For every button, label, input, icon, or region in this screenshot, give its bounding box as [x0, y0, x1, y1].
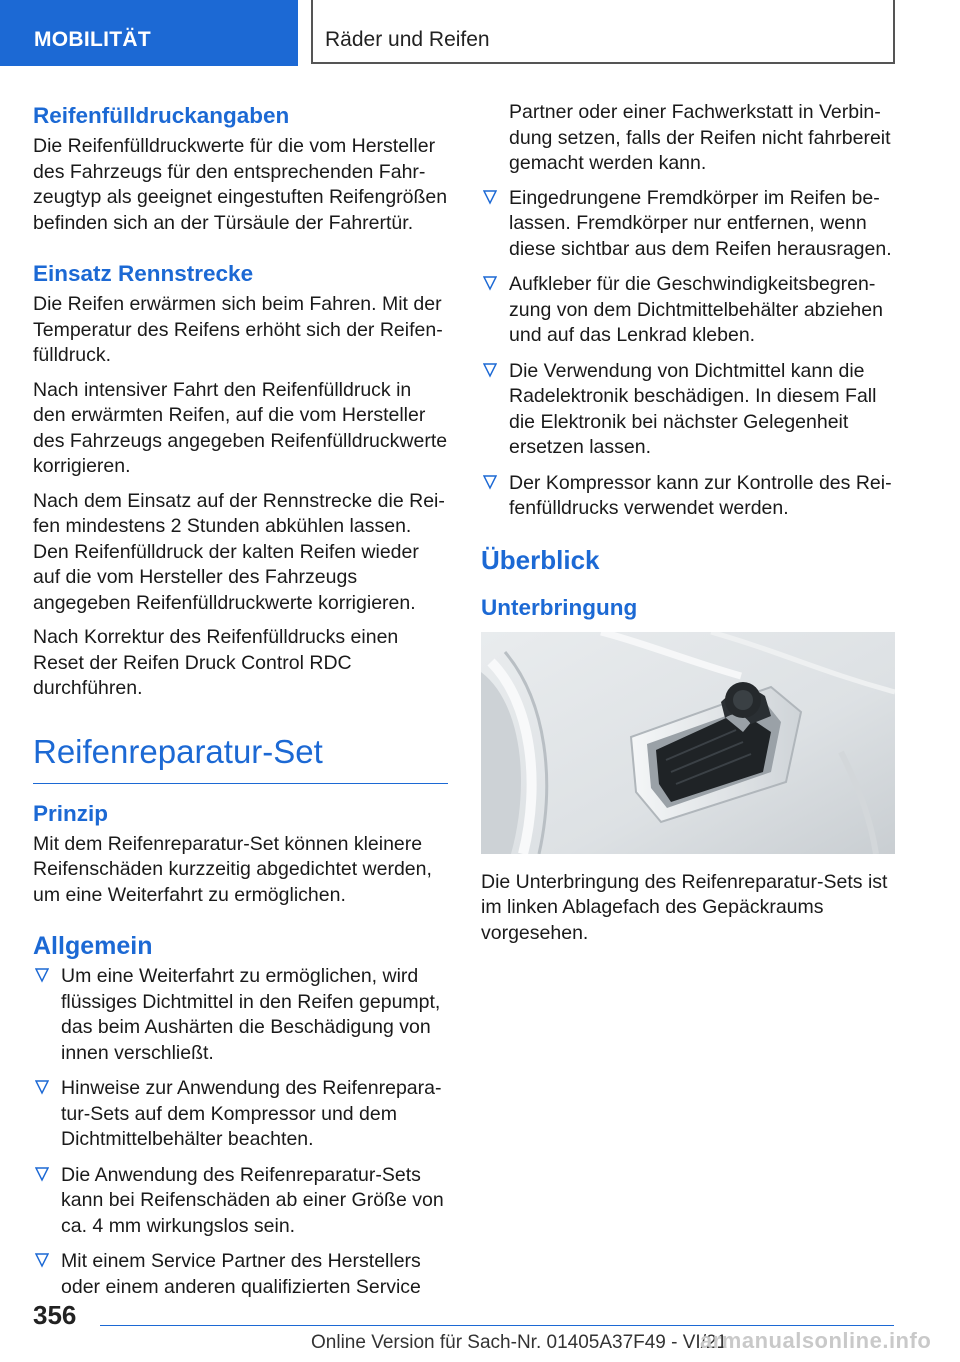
list-item: [481, 186, 896, 263]
general-list: [33, 964, 448, 1300]
list-item-text: Eingedrungene Fremdkörper im Reifen belassen. Fremdkörper nur entfernen, wenn diese sichtbar aus dem Reifen herausragen.: [509, 186, 892, 260]
list-item-text: Die Anwendung des Reifenreparatur-Sets kann bei Reifenschäden ab einer Größe von ca. 4 mm wirkungslos sein.: [61, 1163, 444, 1237]
track-use-heading: Einsatz Rennstrecke: [33, 261, 254, 286]
triangle-bullet-icon: [483, 275, 497, 291]
tire-pressure-heading: Reifenfülldruckangaben: [33, 103, 290, 128]
list-item-text: Aufkleber für die Geschwindigkeitsbegrenzung von dem Dichtmittelbehälter abziehen und auf das Lenkrad kleben.: [509, 273, 883, 346]
list-item: [33, 964, 448, 1066]
page-number: 356: [33, 1300, 77, 1330]
page-header: [0, 0, 960, 66]
left-column: [33, 100, 448, 1310]
triangle-bullet-icon: [483, 362, 497, 378]
track-use-paragraph: Nach intensiver Fahrt den Reifenfülldruck in den erwärmten Reifen, auf die vom Hersteller des Fahrzeugs angegeben Reifenfülldruckwerte korrigieren.: [33, 378, 448, 477]
triangle-bullet-icon: [35, 1079, 49, 1095]
track-use-paragraph: Nach dem Einsatz auf der Rennstrecke die Reifen mindestens 2 Stunden abkühlen lassen. Den Reifenfülldruck der kalten Reifen wieder auf die vom Hersteller des Fahrzeugs angegeben Reifenfülldruckwerte korrigieren.: [33, 489, 445, 614]
storage-text: Die Unterbringung des Reifenreparatur-Sets ist im linken Ablagefach des Gepäckraums vorgesehen.: [481, 870, 888, 944]
list-item-text: Mit einem Service Partner des Herstellers oder einem anderen qualifizierten Service: [61, 1250, 421, 1298]
right-list: [481, 186, 896, 522]
triangle-bullet-icon: [483, 189, 497, 205]
page-footer: [0, 1290, 960, 1362]
triangle-bullet-icon: [35, 1166, 49, 1182]
list-item-text: Hinweise zur Anwendung des Reifenreparatur-Sets auf dem Kompressor und dem Dichtmittelbehälter beachten.: [61, 1077, 442, 1150]
principle-text: Mit dem Reifenreparatur-Set können kleinere Reifenschäden kurzzeitig abgedichtet werden, um eine Weiterfahrt zu ermöglichen.: [33, 832, 432, 906]
tire-pressure-text: Die Reifenfülldruckwerte für die vom Hersteller des Fahrzeugs für den entsprechenden Fahrzeugtyp als geeignet eingestuften Reifengrößen befinden sich an der Türsäule der Fahrertür.: [33, 135, 448, 234]
list-item-text: Die Verwendung von Dichtmittel kann die Radelektronik beschädigen. In diesem Fall die Elektronik bei nächster Gelegenheit ersetzen lassen.: [509, 359, 877, 458]
triangle-bullet-icon: [35, 1252, 49, 1268]
list-item: [481, 272, 896, 349]
watermark: armanualsonline.info: [700, 1328, 932, 1353]
general-heading: Allgemein: [33, 932, 153, 960]
storage-heading: Unterbringung: [481, 594, 638, 620]
list-item: [33, 1163, 448, 1240]
principle-heading: Prinzip: [33, 800, 109, 826]
list-item-text: Der Kompressor kann zur Kontrolle des Reifenfülldrucks verwendet werden.: [509, 471, 892, 519]
list-item-text: Um eine Weiterfahrt zu ermöglichen, wird flüssiges Dichtmittel in den Reifen gepumpt, das beim Aushärten die Beschädigung von innen verschließt.: [61, 965, 441, 1064]
list-item: [481, 471, 896, 522]
triangle-bullet-icon: [483, 474, 497, 490]
repair-set-heading: Reifenreparatur-Set: [33, 732, 448, 784]
triangle-bullet-icon: [35, 967, 49, 983]
list-continuation-text: Partner oder einer Fachwerkstatt in Verbindung setzen, falls der Reifen nicht fahrbereit gemacht werden kann.: [509, 101, 891, 174]
list-item: [481, 359, 896, 461]
list-item: [33, 1076, 448, 1153]
footer-divider: [100, 1325, 894, 1326]
chapter-tab: MOBILITÄT: [0, 0, 298, 66]
storage-compartment-photo: [481, 632, 895, 854]
track-use-paragraph: Die Reifen erwärmen sich beim Fahren. Mit der Temperatur des Reifens erhöht sich der Reifenfülldruck.: [33, 293, 443, 366]
section-title: Räder und Reifen: [311, 0, 895, 64]
overview-heading: Überblick: [481, 544, 600, 575]
track-use-paragraph: Nach Korrektur des Reifenfülldrucks einen Reset der Reifen Druck Control RDC durchführen.: [33, 626, 399, 699]
footer-version-text: Online Version für Sach-Nr. 01405A37F49 - VI/21: [311, 1332, 728, 1353]
right-column: [481, 100, 896, 955]
